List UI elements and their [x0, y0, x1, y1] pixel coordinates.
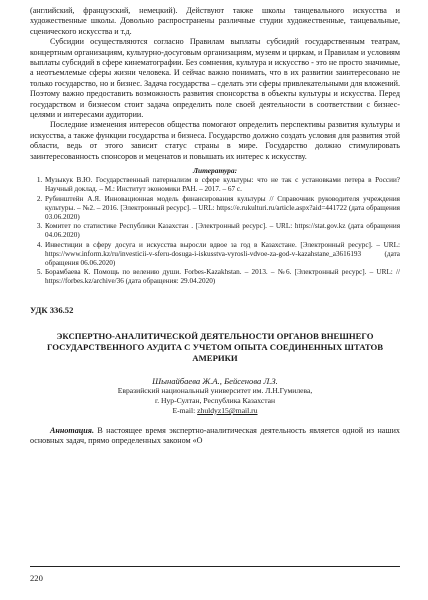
email-label: E-mail:	[172, 405, 196, 415]
authors: Шынайбаева Ж.А., Бейсенова Л.З.	[152, 375, 278, 386]
intro-paragraph-3: Последние изменения интересов общества помогают определить перспективы развития культуры и искусства, а также функции государства и бизнеса. Государство должно создать условия для развития этой области, ведь от этого зависит статус страны в мире. Государство должно стимулировать заинтересованность спонсоров и меценатов и повышать их интерес к искусству.	[30, 120, 400, 161]
abstract	[30, 426, 400, 447]
reference-item: 1. Музыкук В.Ю. Государственный патернализм в сфере культуры: что не так с установками петера в России? Научный доклад. – М.: Институт экономики РАН. – 2017. – 67 с.	[44, 176, 400, 194]
udc-code: УДК 336.52	[30, 304, 74, 315]
page-content	[30, 6, 400, 447]
affiliation-city: г. Нур-Султан, Республика Казахстан	[154, 395, 276, 405]
affiliation-university: Евразийский национальный университет им. Л.Н.Гумилева,	[117, 385, 313, 395]
abstract-text: В настоящее время экспертно-аналитическая деятельность является одной из наших основных задач, прямо определенных законом «О	[30, 425, 400, 446]
reference-item: 5. Борамбаева К. Помощь по велению души. Forbes-Kazakhstan. – 2013. – №6. [Электронный ресурс]. – URL: // https://forbes.kz/archive/36 (дата обращения: 29.04.2020)	[44, 268, 400, 286]
footer-divider	[30, 566, 400, 567]
intro-paragraph-1: (английский, французский, немецкий). Действуют также школы танцевального искусства и художественные школы. Довольно распространены различные студии художественные, танцевальные, сценического искусства и т.д.	[30, 6, 400, 36]
page-number: 220	[30, 573, 43, 583]
email-line	[30, 406, 400, 416]
article-title: ЭКСПЕРТНО-АНАЛИТИЧЕСКОЙ ДЕЯТЕЛЬНОСТИ ОРГАНОВ ВНЕШНЕГО ГОСУДАРСТВЕННОГО АУДИТА С УЧЕТОМ ОПЫТА СОЕДИНЕННЫХ ШТАТОВ АМЕРИКИ	[46, 330, 384, 363]
intro-paragraph-2: Субсидии осуществляются согласно Правилам выплаты субсидий государственным театрам, концертным организациям, культурно-досуговым организациям, музеям и циркам, и Правилам и условиям выплаты субсидий в сфере кинематографии. Без сомнения, культура и искусство - это не просто значимые, а неотъемлемые сферы жизни человека. И сейчас важно понимать, что в их развитии заинтересовано не только государство, но и бизнес. Задача государства – сделать эти сферы привлекательными для вложений. Поэтому важно предоставить возможность развития спонсорства в объекты культуры и искусства. Перед государством и бизнесом стоит задача определить поле своей деятельности в соответствии с бизнес-целями и интересами аудитории.	[30, 37, 400, 120]
abstract-label: Аннотация.	[50, 425, 94, 435]
references-title: Литература:	[192, 166, 238, 176]
reference-item: 2. Рубинштейн А.Я. Инновационная модель финансирования культуры // Справочник руководителя учреждения культуры. – №2. – 2016. [Электронный ресурс]. – URL: https://e.rukulturi.ru/article.aspx?aid=441722 (дата обращения 03.06.2020)	[44, 195, 400, 223]
references-list	[30, 176, 400, 286]
reference-item: 4. Инвестиции в сферу досуга и искусства выросли вдвое за год в Казахстане. [Электронный ресурс]. – URL: https://www.inform.kz/ru/investicii-v-sferu-dosuga-i-iskusstva-vyrosli-vdvoe-za-god-v-kazahstane_a3616193 (дата обращения 06.06.2020)	[44, 241, 400, 269]
email-link[interactable]: zhuldyz15@mail.ru	[197, 405, 258, 415]
reference-item: 3. Комитет по статистике Республики Казахстан . [Электронный ресурс]. – URL: https://stat.gov.kz (дата обращения 04.06.2020)	[44, 222, 400, 240]
